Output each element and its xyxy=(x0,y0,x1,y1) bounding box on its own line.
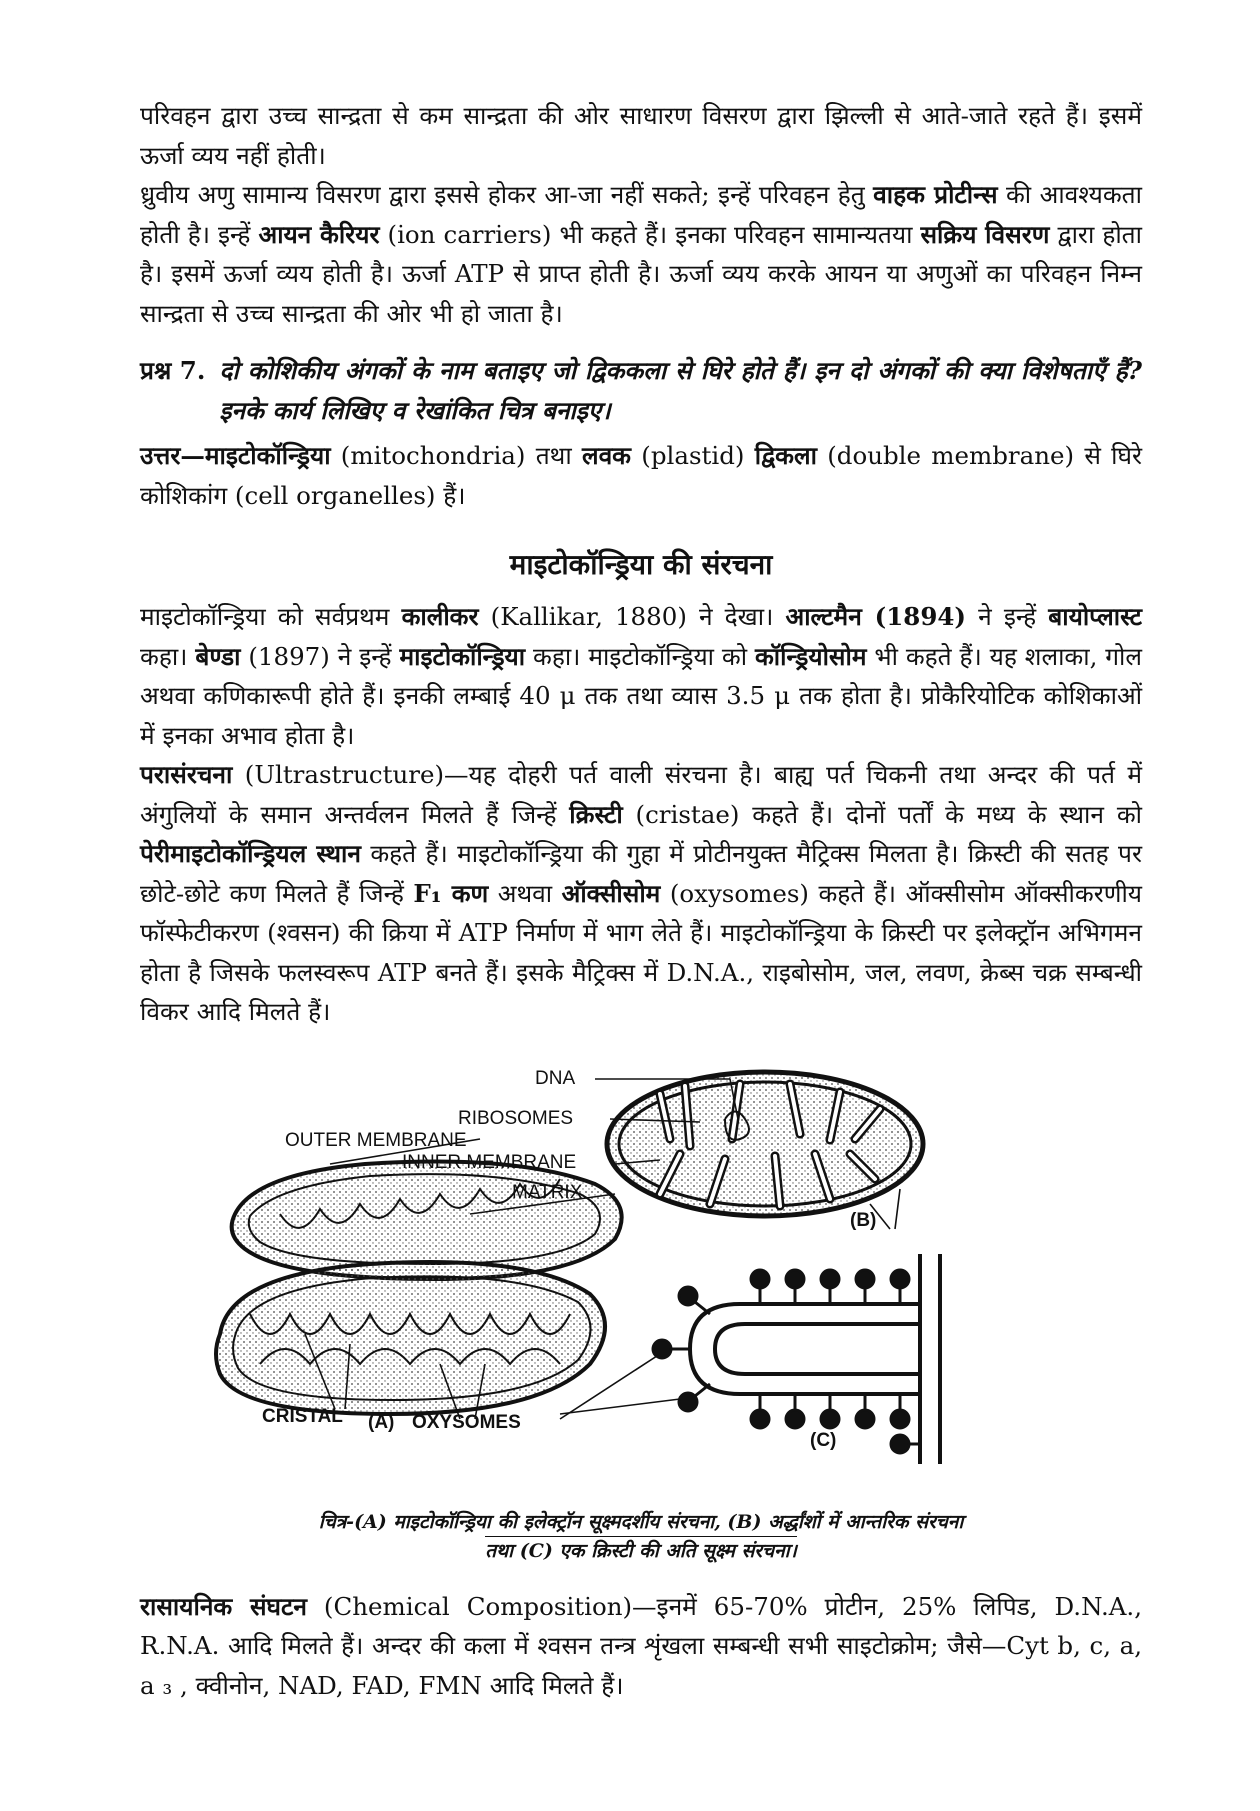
label-outer-membrane: OUTER MEMBRANE xyxy=(285,1129,467,1151)
section-heading: माइटोकॉन्ड्रिया की संरचना xyxy=(509,548,773,581)
text-run: अथवा xyxy=(488,878,562,908)
text-run: (cristae) कहते हैं। दोनों पर्तों के मध्य के स्थान को xyxy=(622,799,1142,829)
text-run: कहा। xyxy=(140,641,196,671)
figure-caption xyxy=(140,1508,1142,1565)
text-run: द्वारा होता है। इसमें ऊर्जा व्यय होती है। ऊर्जा ATP से प्राप्त होती है। ऊर्जा व्यय करके आयन या अणुओं का परिवहन निम्न सान्द्रता से उच्च सान्द्रता की ओर भी हो जाता है। xyxy=(140,219,1142,328)
term-double-membrane: द्विकला xyxy=(754,441,817,470)
text-run: कहा। माइटोकॉन्ड्रिया को xyxy=(525,641,755,671)
text-run: (Kallikar, 1880) ने देखा। xyxy=(478,602,786,631)
term: ऑक्सीसोम xyxy=(561,878,661,908)
label-ribosomes: RIBOSOMES xyxy=(458,1107,574,1129)
term: माइटोकॉन्ड्रिया xyxy=(399,641,526,671)
label-a: (A) xyxy=(368,1411,395,1433)
text-run: (plastid) xyxy=(631,441,755,470)
crista-c xyxy=(653,1254,940,1464)
paragraph-ion-carriers xyxy=(140,175,1142,333)
term: रासायनिक संघटन xyxy=(140,1591,307,1621)
text-run: (oxysomes) कहते हैं। ऑक्सीसोम ऑक्सीकरणीय फॉस्फेटीकरण (श्वसन) की क्रिया में ATP निर्माण में भाग लेते हैं। माइटोकॉन्ड्रिया के क्रिस्टी पर इलेक्ट्रॉन अभिगमन होता है जिसके फलस्वरूप ATP बनते हैं। इसके मैट्रिक्स में D.N.A., राइबोसोम, जल, लवण, क्रेब्स चक्र सम्बन्धी विकर आदि मिलते हैं। xyxy=(140,878,1142,1026)
text-run: (Chemical Composition)—इनमें 65-70% प्रोटीन, 25% लिपिड, D.N.A., R.N.A. आदि मिलते हैं। अन्दर की कला में श्वसन तन्त्र शृंखला सम्बन्धी सभी साइटोक्रोम; जैसे—Cyt b, c, a, a ₃ , क्वीनोन, NAD, FAD, FMN आदि मिलते हैं। xyxy=(140,1591,1142,1700)
term: क्रिस्टी xyxy=(569,799,623,829)
paragraph-history xyxy=(140,597,1142,755)
answer-paragraph xyxy=(140,436,1142,515)
question-number: प्रश्न 7. xyxy=(140,356,206,385)
caption-line-1: चित्र-(A) माइटोकॉन्ड्रिया की इलेक्ट्रॉन सूक्ष्मदर्शीय संरचना, (B) अर्द्धांशों में आन्तरिक संरचना xyxy=(318,1510,964,1533)
term-plastid: लवक xyxy=(581,441,632,470)
term-active-diffusion: सक्रिय विसरण xyxy=(920,219,1050,249)
label-b: (B) xyxy=(850,1209,877,1231)
label-cristal: CRISTAL xyxy=(262,1405,343,1427)
term: पेरीमाइटोकॉन्ड्रियल स्थान xyxy=(140,839,361,868)
term: कालीकर xyxy=(401,602,479,631)
text-run: (mitochondria) तथा xyxy=(330,441,582,470)
document-page xyxy=(140,96,1142,1705)
text-run: (double membrane) से घिरे कोशिकांग (cell organelles) हैं। xyxy=(140,441,1142,510)
term: बायोप्लास्ट xyxy=(1048,602,1142,631)
answer-lead: उत्तर—माइटोकॉन्ड्रिया xyxy=(140,441,331,470)
mitochondrion-a-bottom xyxy=(216,1262,605,1414)
question-7 xyxy=(140,351,1142,430)
term: बेण्डा xyxy=(195,641,241,671)
term-carrier-proteins: वाहक प्रोटीन्स xyxy=(873,180,998,209)
text-run: भी कहते हैं। यह शलाका, गोल अथवा कणिकारूपी होते हैं। इनकी लम्बाई 40 μ तक तथा व्यास 3.5 μ तक होता है। प्रोकैरियोटिक कोशिकाओं में इनका अभाव होता है। xyxy=(140,641,1142,750)
label-dna: DNA xyxy=(535,1067,576,1089)
paragraph-chemical-composition xyxy=(140,1587,1142,1706)
paragraph-transport: परिवहन द्वारा उच्च सान्द्रता से कम सान्द्रता की ओर साधारण विसरण द्वारा झिल्ली से आते-जाते रहते हैं। इसमें ऊर्जा व्यय नहीं होती। xyxy=(140,101,1142,170)
mitochondrion-b xyxy=(607,1072,923,1216)
text-run: की आवश्यकता होती है। इन्हें xyxy=(140,180,1142,249)
text-run: कहते हैं। माइटोकॉन्ड्रिया की गुहा में प्रोटीनयुक्त मैट्रिक्स मिलता है। क्रिस्टी की सतह पर छोटे-छोटे कण मिलते हैं जिन्हें xyxy=(140,839,1142,908)
question-text: दो कोशिकीय अंगकों के नाम बताइए जो द्विककला से घिरे होते हैं। इन दो अंगकों की क्या विशेषताएँ हैं? इनके कार्य लिखिए व रेखांकित चित्र बनाइए। xyxy=(219,356,1142,425)
paragraph-ultrastructure xyxy=(140,755,1142,1032)
label-oxysomes: OXYSOMES xyxy=(412,1411,521,1433)
text-run: ध्रुवीय अणु सामान्य विसरण द्वारा इससे होकर आ-जा नहीं सकते; इन्हें परिवहन हेतु xyxy=(140,180,874,209)
label-matrix: MATRIX xyxy=(512,1181,583,1203)
text-run: (Ultrastructure)—यह दोहरी पर्त वाली संरचना है। बाह्य पर्त चिकनी तथा अन्दर की पर्त में अंगुलियों के समान अन्तर्वलन मिलते हैं जिन्हें xyxy=(140,760,1142,829)
caption-line-2: तथा (C) एक क्रिस्टी की अति सूक्ष्म संरचना। xyxy=(485,1536,797,1565)
term-ion-carrier: आयन कैरियर xyxy=(258,219,380,249)
text-run: ने इन्हें xyxy=(966,602,1049,631)
term: परासंरचना xyxy=(140,760,233,789)
text-run: माइटोकॉन्ड्रिया को सर्वप्रथम xyxy=(140,602,402,631)
text-run: (ion carriers) भी कहते हैं। इनका परिवहन सामान्यतया xyxy=(379,219,921,249)
term: F₁ कण xyxy=(413,878,489,908)
label-inner-membrane: INNER MEMBRANE xyxy=(402,1151,577,1173)
term: आल्टमैन (1894) xyxy=(785,602,967,631)
label-c: (C) xyxy=(810,1429,837,1451)
term: कॉन्ड्रियोसोम xyxy=(754,641,867,671)
mitochondria-diagram xyxy=(140,1064,1142,1504)
text-run: (1897) ने इन्हें xyxy=(240,641,400,671)
mitochondria-figure xyxy=(140,1064,1142,1504)
